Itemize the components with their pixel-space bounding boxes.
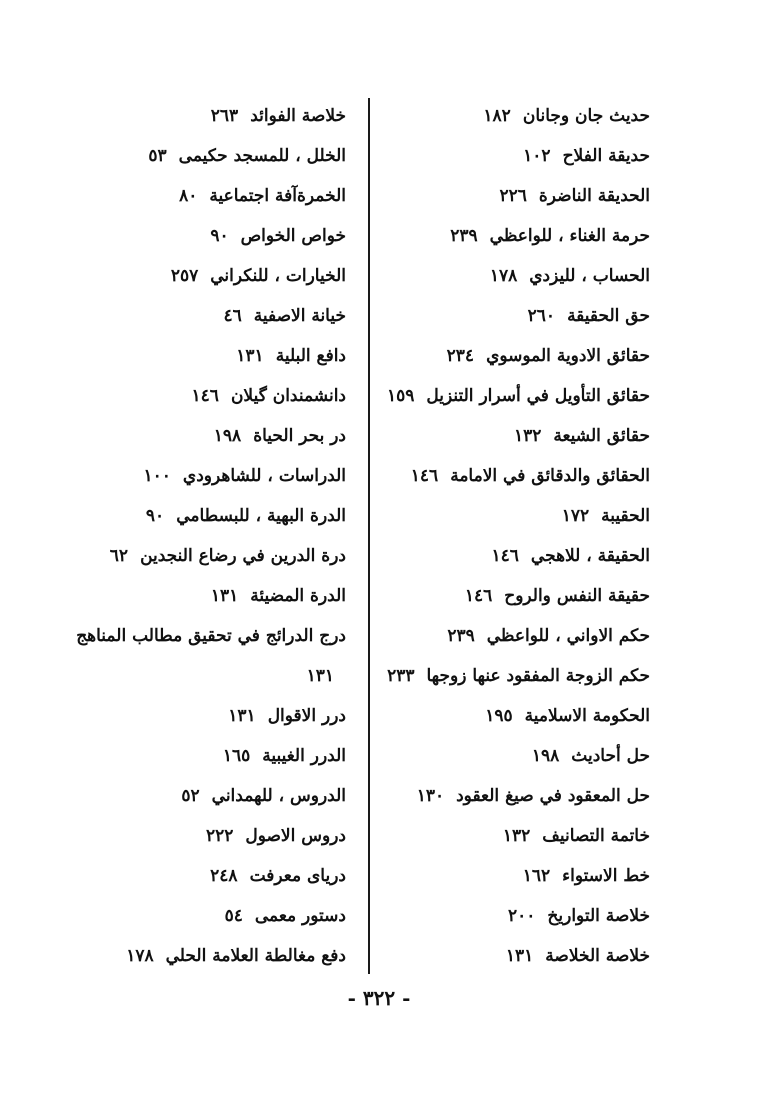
index-entry <box>46 216 346 256</box>
entry-title: دافع البلية <box>275 346 346 366</box>
entry-page-number: ١٤٦ <box>464 586 493 606</box>
index-entry <box>365 176 650 216</box>
index-entry <box>365 416 650 456</box>
entry-page-number: ١٣١ <box>306 666 334 686</box>
entry-page-number: ١٥٩ <box>386 386 415 406</box>
entry-page-number: ٩٠ <box>145 506 165 526</box>
index-entry <box>365 296 650 336</box>
entry-page-number: ٢٣٩ <box>447 626 475 646</box>
entry-page-number: ٨٠ <box>179 186 198 206</box>
entry-page-number: ١٦٥ <box>222 746 251 766</box>
entry-page-number: ٩٠ <box>210 226 229 246</box>
entry-title: حق الحقيقة <box>567 306 650 326</box>
column-divider <box>368 98 370 974</box>
index-entry <box>365 856 650 896</box>
index-entry <box>365 736 650 776</box>
index-entry <box>46 296 346 336</box>
entry-title: دستور معمى <box>254 906 346 926</box>
entry-title: دفع مغالطة العلامة الحلي <box>165 946 346 966</box>
entry-page-number: ١٣٢ <box>502 826 531 846</box>
entry-title: الدراسات ، للشاهرودي <box>182 466 346 486</box>
entry-page-number: ١٣١ <box>228 706 256 726</box>
entry-title: الخلل ، للمسجد حكيمى <box>178 146 346 166</box>
index-entry <box>365 616 650 656</box>
entry-page-number: ١٤٦ <box>191 386 219 406</box>
entry-title: حكم الزوجة المفقود عنها زوجها <box>426 666 650 686</box>
entry-page-number: ٢٦٣ <box>210 106 239 126</box>
index-entry <box>365 536 650 576</box>
entry-page-number: ١٣١ <box>236 346 264 366</box>
entry-page-number: ٢٣٩ <box>450 226 478 246</box>
entry-title: الحديقة الناضرة <box>538 186 650 206</box>
entry-page-number: ١٨٢ <box>483 106 511 126</box>
index-entry <box>365 456 650 496</box>
index-entry <box>46 736 346 776</box>
index-entry <box>46 776 346 816</box>
entry-title: الدرر الغيبية <box>262 746 346 766</box>
index-entry <box>365 256 650 296</box>
entry-title: حقائق الشيعة <box>553 426 650 446</box>
entry-page-number: ١٧٨ <box>489 266 518 286</box>
index-entry <box>46 96 346 136</box>
index-entry <box>46 536 346 576</box>
entry-title: الحقائق والدقائق في الامامة <box>450 466 650 486</box>
index-entry <box>365 896 650 936</box>
entry-page-number: ١٦٢ <box>522 866 551 886</box>
index-entry <box>46 256 346 296</box>
entry-title: در بحر الحياة <box>253 426 346 446</box>
entry-page-number: ٦٢ <box>109 546 129 566</box>
entry-title: الخمرةآفة اجتماعية <box>209 186 346 206</box>
entry-title: درياى معرفت <box>249 866 346 886</box>
entry-title: خلاصة التواريخ <box>547 906 650 926</box>
entry-page-number: ٢٠٠ <box>508 906 536 926</box>
index-entry <box>46 696 346 736</box>
entry-title: حرمة الغناء ، للواعظي <box>489 226 650 246</box>
entry-page-number: ١٣٢ <box>513 426 542 446</box>
entry-title: حل أحاديث <box>571 746 650 766</box>
index-entry <box>46 376 346 416</box>
index-entry <box>365 496 650 536</box>
index-entry <box>365 816 650 856</box>
entry-title: الخيارات ، للنكراني <box>210 266 346 286</box>
entry-page-number: ١٤٦ <box>491 546 519 566</box>
entry-title: الحكومة الاسلامية <box>524 706 650 726</box>
index-entry <box>365 576 650 616</box>
entry-title: الحقيقة ، للاهجي <box>530 546 650 566</box>
index-entry <box>46 616 346 656</box>
index-entry <box>46 496 346 536</box>
index-entry <box>46 656 346 696</box>
entry-title: خلاصة الفوائد <box>250 106 346 126</box>
index-entry <box>46 456 346 496</box>
entry-page-number: ١٩٨ <box>531 746 560 766</box>
entry-title: حقائق التأويل في أسرار التنزيل <box>426 386 650 406</box>
entry-page-number: ١٣١ <box>210 586 239 606</box>
entry-page-number: ٢٢٦ <box>499 186 527 206</box>
entry-page-number: ١٠٠ <box>143 466 171 486</box>
entry-page-number: ١٠٢ <box>523 146 551 166</box>
entry-page-number: ١٧٨ <box>126 946 154 966</box>
index-entry <box>365 696 650 736</box>
entry-page-number: ٥٣ <box>148 146 167 166</box>
index-entry <box>365 936 650 976</box>
index-column-right <box>365 96 650 976</box>
index-entry <box>46 936 346 976</box>
entry-title: حديقة الفلاح <box>562 146 650 166</box>
entry-title: حكم الاواني ، للواعظي <box>486 626 650 646</box>
entry-title: حقيقة النفس والروح <box>504 586 650 606</box>
index-entry <box>365 336 650 376</box>
index-entry <box>46 896 346 936</box>
index-entry <box>365 136 650 176</box>
entry-page-number: ١٣١ <box>505 946 534 966</box>
entry-page-number: ٥٢ <box>181 786 200 806</box>
index-entry <box>365 376 650 416</box>
entry-title: خاتمة التصانيف <box>542 826 650 846</box>
index-entry <box>365 656 650 696</box>
index-entry <box>365 96 650 136</box>
entry-title: الدرة المضيئة <box>250 586 346 606</box>
entry-page-number: ٢٦٠ <box>527 306 556 326</box>
entry-title: الدرة البهية ، للبسطامي <box>176 506 346 526</box>
entry-title: الدروس ، للهمداني <box>211 786 346 806</box>
index-entry <box>365 216 650 256</box>
entry-title: حقائق الادوية الموسوي <box>486 346 650 366</box>
index-entry <box>46 576 346 616</box>
entry-page-number: ١٧٢ <box>561 506 590 526</box>
index-entry <box>46 336 346 376</box>
entry-title: دانشمندان گيلان <box>230 386 346 406</box>
entry-title: درة الدرين في رضاع النجدين <box>140 546 346 566</box>
entry-title: خواص الخواص <box>240 226 346 246</box>
entry-title: درر الاقوال <box>267 706 346 726</box>
entry-title: درج الدرائج في تحقيق مطالب المناهج <box>76 626 346 646</box>
index-entry <box>46 416 346 456</box>
entry-title: حل المعقود في صيغ العقود <box>456 786 650 806</box>
entry-title: الحساب ، لليزدي <box>529 266 650 286</box>
index-entry <box>46 816 346 856</box>
index-entry <box>365 776 650 816</box>
entry-page-number: ٢٣٤ <box>446 346 475 366</box>
page-number: - ٣٢٢ - <box>347 986 411 1010</box>
entry-title: خط الاستواء <box>562 866 650 886</box>
entry-page-number: ٢٥٧ <box>170 266 199 286</box>
entry-page-number: ١٣٠ <box>416 786 445 806</box>
entry-page-number: ٤٦ <box>223 306 242 326</box>
entry-page-number: ١٩٥ <box>485 706 513 726</box>
entry-title: خيانة الاصفية <box>253 306 346 326</box>
entry-page-number: ١٤٦ <box>410 466 439 486</box>
entry-page-number: ١٩٨ <box>213 426 242 446</box>
index-entry <box>46 176 346 216</box>
index-column-left <box>46 96 346 976</box>
entry-title: حديث جان وجانان <box>522 106 650 126</box>
entry-title: دروس الاصول <box>245 826 346 846</box>
entry-title: خلاصة الخلاصة <box>545 946 650 966</box>
entry-page-number: ٢٤٨ <box>210 866 238 886</box>
index-entry <box>46 856 346 896</box>
entry-page-number: ٢٣٣ <box>387 666 415 686</box>
entry-page-number: ٥٤ <box>224 906 243 926</box>
entry-page-number: ٢٢٢ <box>205 826 234 846</box>
entry-title: الحقيبة <box>601 506 650 526</box>
index-entry <box>46 136 346 176</box>
